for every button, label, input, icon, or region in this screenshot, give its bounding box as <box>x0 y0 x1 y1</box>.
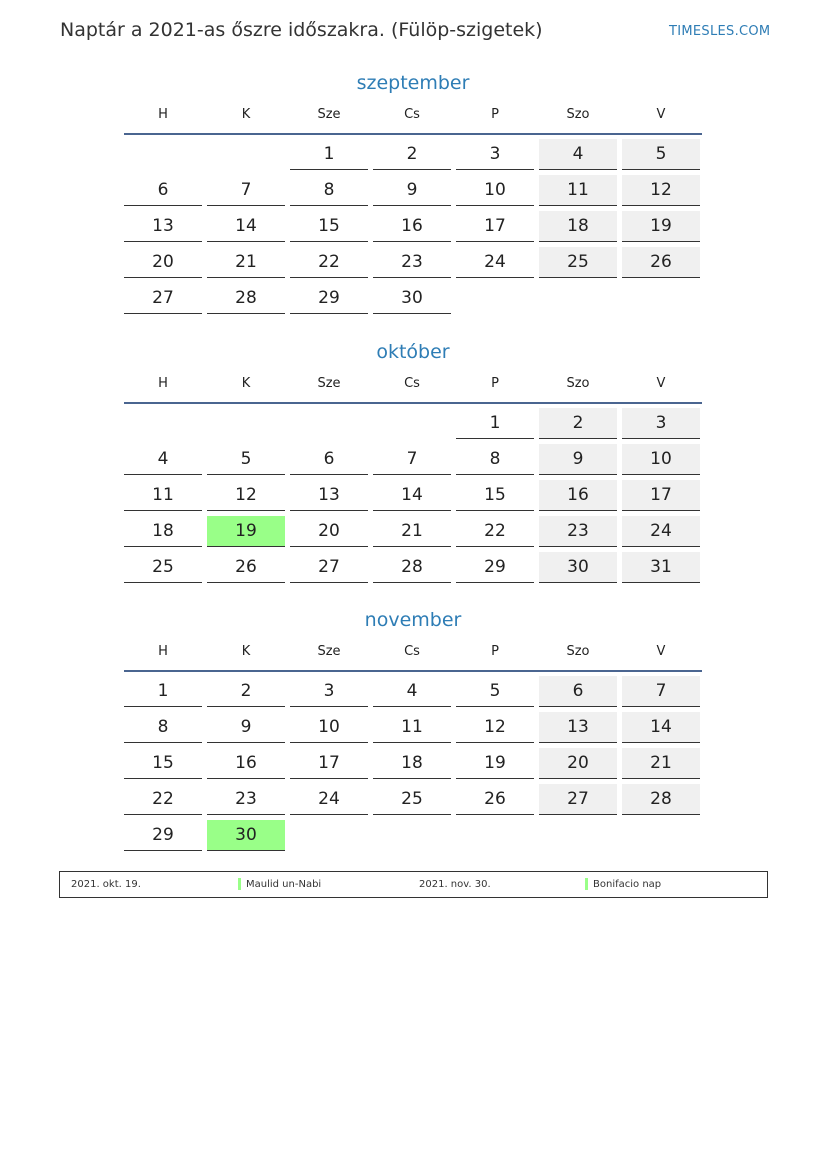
week-row <box>124 480 702 516</box>
week-row <box>124 283 702 319</box>
day-cell: 19 <box>456 748 534 779</box>
weekday-header <box>124 97 702 135</box>
day-cell: 29 <box>290 283 368 314</box>
day-cell: 10 <box>456 175 534 206</box>
week-row <box>124 784 702 820</box>
month-name: szeptember <box>356 72 470 94</box>
day-cell: 24 <box>622 516 700 547</box>
holiday-color-swatch <box>238 878 241 890</box>
weekday-label: V <box>656 644 666 659</box>
day-cell: 2 <box>207 676 285 707</box>
weekday-label: P <box>491 107 499 122</box>
empty-day-cell <box>539 283 617 313</box>
day-cell: 10 <box>290 712 368 743</box>
day-cell: 29 <box>456 552 534 583</box>
day-cell: 15 <box>290 211 368 242</box>
day-cell: 19 <box>622 211 700 242</box>
day-cell: 27 <box>290 552 368 583</box>
day-cell: 4 <box>373 676 451 707</box>
week-row <box>124 408 702 444</box>
day-cell: 3 <box>290 676 368 707</box>
day-cell: 4 <box>539 139 617 170</box>
week-row <box>124 712 702 748</box>
legend-date: 2021. okt. 19. <box>71 879 141 890</box>
weekday-header <box>124 634 702 672</box>
day-cell: 17 <box>290 748 368 779</box>
weekday-label: K <box>241 376 251 391</box>
day-cell: 7 <box>622 676 700 707</box>
weekday-label: Szo <box>566 107 590 122</box>
day-cell: 16 <box>373 211 451 242</box>
weekday-label: Sze <box>317 376 341 391</box>
legend-holiday-name: Bonifacio nap <box>593 879 662 890</box>
day-cell: 16 <box>207 748 285 779</box>
holiday-day-cell: 30 <box>207 820 285 851</box>
day-cell: 13 <box>290 480 368 511</box>
day-cell: 21 <box>373 516 451 547</box>
weekday-label: H <box>158 644 168 659</box>
weekday-label: Cs <box>404 376 420 391</box>
day-cell: 8 <box>290 175 368 206</box>
day-cell: 18 <box>373 748 451 779</box>
week-row <box>124 820 702 856</box>
day-cell: 28 <box>373 552 451 583</box>
empty-day-cell <box>373 408 451 438</box>
day-cell: 30 <box>373 283 451 314</box>
weekday-label: Szo <box>566 376 590 391</box>
day-cell: 28 <box>622 784 700 815</box>
empty-day-cell <box>207 139 285 169</box>
day-cell: 18 <box>539 211 617 242</box>
day-cell: 22 <box>124 784 202 815</box>
day-cell: 12 <box>622 175 700 206</box>
month-november <box>124 606 702 856</box>
month-september <box>124 69 702 319</box>
day-cell: 13 <box>124 211 202 242</box>
day-cell: 2 <box>373 139 451 170</box>
week-row <box>124 516 702 552</box>
empty-day-cell <box>456 820 534 850</box>
day-cell: 5 <box>456 676 534 707</box>
day-cell: 26 <box>622 247 700 278</box>
weekday-label: P <box>491 644 499 659</box>
week-row <box>124 676 702 712</box>
day-cell: 7 <box>207 175 285 206</box>
day-cell: 7 <box>373 444 451 475</box>
day-cell: 25 <box>539 247 617 278</box>
empty-day-cell <box>124 408 202 438</box>
month-name: október <box>376 341 450 363</box>
day-cell: 28 <box>207 283 285 314</box>
day-cell: 9 <box>539 444 617 475</box>
weekday-label: V <box>656 376 666 391</box>
weekday-label: Cs <box>404 107 420 122</box>
day-cell: 13 <box>539 712 617 743</box>
week-row <box>124 748 702 784</box>
day-cell: 24 <box>456 247 534 278</box>
brand-link[interactable]: TIMESLES.COM <box>669 24 771 39</box>
day-cell: 20 <box>290 516 368 547</box>
empty-day-cell <box>124 139 202 169</box>
empty-day-cell <box>456 283 534 313</box>
weekday-label: P <box>491 376 499 391</box>
day-cell: 1 <box>124 676 202 707</box>
day-cell: 26 <box>456 784 534 815</box>
weekday-label: Cs <box>404 644 420 659</box>
day-cell: 8 <box>124 712 202 743</box>
weekday-label: V <box>656 107 666 122</box>
day-cell: 25 <box>373 784 451 815</box>
day-cell: 21 <box>207 247 285 278</box>
empty-day-cell <box>290 408 368 438</box>
day-cell: 12 <box>207 480 285 511</box>
day-cell: 22 <box>290 247 368 278</box>
week-row <box>124 247 702 283</box>
day-cell: 20 <box>539 748 617 779</box>
day-cell: 15 <box>456 480 534 511</box>
weekday-label: H <box>158 107 168 122</box>
day-cell: 8 <box>456 444 534 475</box>
day-cell: 6 <box>539 676 617 707</box>
day-cell: 26 <box>207 552 285 583</box>
empty-day-cell <box>373 820 451 850</box>
holiday-color-swatch <box>585 878 588 890</box>
day-cell: 23 <box>539 516 617 547</box>
month-october <box>124 338 702 588</box>
empty-day-cell <box>207 408 285 438</box>
week-row <box>124 211 702 247</box>
day-cell: 17 <box>456 211 534 242</box>
day-cell: 23 <box>207 784 285 815</box>
day-cell: 23 <box>373 247 451 278</box>
day-cell: 9 <box>373 175 451 206</box>
day-cell: 15 <box>124 748 202 779</box>
empty-day-cell <box>539 820 617 850</box>
holiday-day-cell: 19 <box>207 516 285 547</box>
day-cell: 3 <box>456 139 534 170</box>
page-title: Naptár a 2021-as őszre időszakra. (Fülöp-szigetek) <box>60 19 543 41</box>
day-cell: 17 <box>622 480 700 511</box>
day-cell: 1 <box>290 139 368 170</box>
empty-day-cell <box>622 820 700 850</box>
day-cell: 14 <box>622 712 700 743</box>
day-cell: 3 <box>622 408 700 439</box>
empty-day-cell <box>290 820 368 850</box>
day-cell: 6 <box>290 444 368 475</box>
month-name: november <box>364 609 462 631</box>
day-cell: 21 <box>622 748 700 779</box>
weekday-label: K <box>241 107 251 122</box>
legend-date: 2021. nov. 30. <box>419 879 491 890</box>
day-cell: 1 <box>456 408 534 439</box>
day-cell: 5 <box>622 139 700 170</box>
day-cell: 22 <box>456 516 534 547</box>
day-cell: 29 <box>124 820 202 851</box>
day-cell: 11 <box>373 712 451 743</box>
week-row <box>124 139 702 175</box>
day-cell: 25 <box>124 552 202 583</box>
week-row <box>124 175 702 211</box>
day-cell: 10 <box>622 444 700 475</box>
day-cell: 16 <box>539 480 617 511</box>
holiday-legend <box>59 871 768 898</box>
day-cell: 27 <box>124 283 202 314</box>
weekday-label: H <box>158 376 168 391</box>
day-cell: 27 <box>539 784 617 815</box>
week-row <box>124 552 702 588</box>
weekday-label: Szo <box>566 644 590 659</box>
day-cell: 2 <box>539 408 617 439</box>
day-cell: 11 <box>539 175 617 206</box>
day-cell: 30 <box>539 552 617 583</box>
weekday-label: Sze <box>317 107 341 122</box>
weekday-header <box>124 366 702 404</box>
day-cell: 9 <box>207 712 285 743</box>
day-cell: 4 <box>124 444 202 475</box>
day-cell: 5 <box>207 444 285 475</box>
day-cell: 14 <box>373 480 451 511</box>
weekday-label: Sze <box>317 644 341 659</box>
day-cell: 11 <box>124 480 202 511</box>
day-cell: 31 <box>622 552 700 583</box>
day-cell: 20 <box>124 247 202 278</box>
day-cell: 14 <box>207 211 285 242</box>
weekday-label: K <box>241 644 251 659</box>
empty-day-cell <box>622 283 700 313</box>
day-cell: 24 <box>290 784 368 815</box>
week-row <box>124 444 702 480</box>
legend-holiday-name: Maulid un-Nabi <box>246 879 322 890</box>
day-cell: 18 <box>124 516 202 547</box>
day-cell: 6 <box>124 175 202 206</box>
day-cell: 12 <box>456 712 534 743</box>
